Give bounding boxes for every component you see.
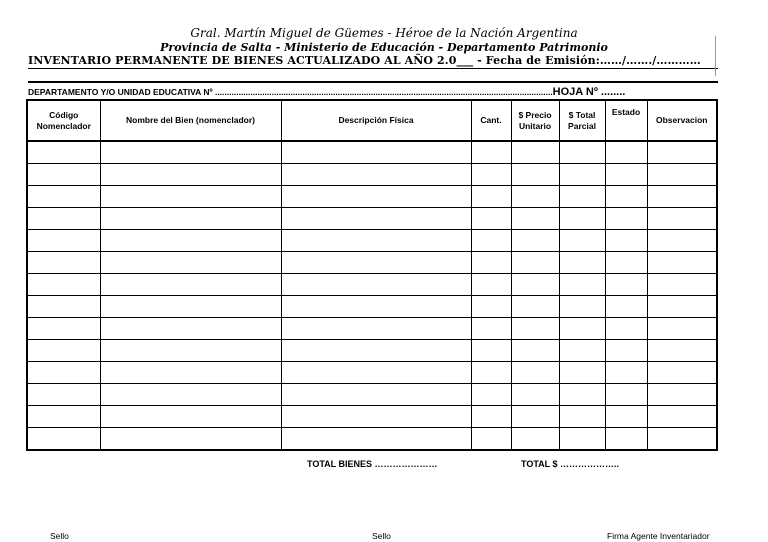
col-header-total-parcial: $ Total Parcial bbox=[559, 100, 605, 141]
table-cell[interactable] bbox=[605, 296, 647, 318]
table-row bbox=[27, 296, 717, 318]
table-cell[interactable] bbox=[281, 141, 471, 164]
table-cell[interactable] bbox=[27, 428, 100, 451]
table-cell[interactable] bbox=[605, 186, 647, 208]
table-cell[interactable] bbox=[471, 230, 511, 252]
table-row bbox=[27, 384, 717, 406]
table-cell[interactable] bbox=[511, 274, 559, 296]
table-cell[interactable] bbox=[559, 164, 605, 186]
col-header-nombre: Nombre del Bien (nomenclador) bbox=[100, 100, 281, 141]
table-cell[interactable] bbox=[471, 186, 511, 208]
table-cell[interactable] bbox=[281, 230, 471, 252]
table-cell[interactable] bbox=[100, 340, 281, 362]
col-header-codigo: Código Nomenclador bbox=[27, 100, 100, 141]
table-cell[interactable] bbox=[281, 208, 471, 230]
table-cell[interactable] bbox=[27, 186, 100, 208]
table-cell[interactable] bbox=[647, 406, 717, 428]
table-cell[interactable] bbox=[559, 318, 605, 340]
table-cell[interactable] bbox=[281, 384, 471, 406]
table-cell[interactable] bbox=[471, 340, 511, 362]
table-row bbox=[27, 340, 717, 362]
table-cell[interactable] bbox=[559, 141, 605, 164]
form-title: INVENTARIO PERMANENTE DE BIENES ACTUALIZADO AL AÑO 2.0___ - Fecha de Emisión:……/……./………… bbox=[28, 54, 701, 67]
inventory-table bbox=[26, 99, 718, 451]
table-cell[interactable] bbox=[647, 362, 717, 384]
header-line-heroe: Gral. Martín Miguel de Güemes - Héroe de la Nación Argentina bbox=[190, 26, 578, 40]
table-cell[interactable] bbox=[605, 208, 647, 230]
table-cell[interactable] bbox=[281, 296, 471, 318]
table-cell[interactable] bbox=[559, 340, 605, 362]
table-cell[interactable] bbox=[511, 186, 559, 208]
table-cell[interactable] bbox=[27, 252, 100, 274]
table-cell[interactable] bbox=[511, 406, 559, 428]
table-cell[interactable] bbox=[27, 384, 100, 406]
table-row bbox=[27, 230, 717, 252]
table-cell[interactable] bbox=[471, 296, 511, 318]
department-label: DEPARTAMENTO Y/O UNIDAD EDUCATIVA Nº ............................................................................................................................................... bbox=[28, 87, 553, 97]
table-cell[interactable] bbox=[281, 406, 471, 428]
table-cell[interactable] bbox=[471, 406, 511, 428]
table-row bbox=[27, 318, 717, 340]
table-cell[interactable] bbox=[100, 164, 281, 186]
table-cell[interactable] bbox=[647, 164, 717, 186]
col-header-descripcion: Descripción Física bbox=[281, 100, 471, 141]
table-cell[interactable] bbox=[281, 318, 471, 340]
table-row bbox=[27, 186, 717, 208]
table-cell[interactable] bbox=[281, 274, 471, 296]
table-cell[interactable] bbox=[471, 252, 511, 274]
table-cell[interactable] bbox=[511, 230, 559, 252]
table-row bbox=[27, 362, 717, 384]
table-cell[interactable] bbox=[100, 274, 281, 296]
table-row bbox=[27, 208, 717, 230]
table-cell[interactable] bbox=[471, 141, 511, 164]
table-cell[interactable] bbox=[605, 340, 647, 362]
edge-mark bbox=[715, 36, 716, 76]
table-cell[interactable] bbox=[511, 252, 559, 274]
table-cell[interactable] bbox=[559, 384, 605, 406]
table-cell[interactable] bbox=[605, 428, 647, 451]
table-cell[interactable] bbox=[471, 362, 511, 384]
table-cell[interactable] bbox=[27, 164, 100, 186]
col-header-estado: Estado bbox=[605, 100, 647, 141]
table-body bbox=[27, 141, 717, 450]
table-cell[interactable] bbox=[100, 362, 281, 384]
col-header-cantidad: Cant. bbox=[471, 100, 511, 141]
table-cell[interactable] bbox=[511, 340, 559, 362]
table-cell[interactable] bbox=[27, 318, 100, 340]
table-cell[interactable] bbox=[27, 230, 100, 252]
table-cell[interactable] bbox=[647, 318, 717, 340]
table-cell[interactable] bbox=[511, 164, 559, 186]
table-cell[interactable] bbox=[27, 406, 100, 428]
table-cell[interactable] bbox=[27, 340, 100, 362]
table-cell[interactable] bbox=[100, 141, 281, 164]
table-cell[interactable] bbox=[605, 252, 647, 274]
table-cell[interactable] bbox=[605, 141, 647, 164]
signature-firma-agente: Firma Agente Inventariador bbox=[607, 531, 710, 541]
table-cell[interactable] bbox=[100, 252, 281, 274]
table-row bbox=[27, 141, 717, 164]
table-cell[interactable] bbox=[471, 384, 511, 406]
total-amount-label: TOTAL $ ……………….. bbox=[521, 459, 620, 469]
header-divider bbox=[28, 81, 718, 83]
table-row bbox=[27, 406, 717, 428]
table-cell[interactable] bbox=[605, 362, 647, 384]
table-cell[interactable] bbox=[605, 406, 647, 428]
table-cell[interactable] bbox=[281, 164, 471, 186]
table-cell[interactable] bbox=[559, 296, 605, 318]
table-cell[interactable] bbox=[559, 428, 605, 451]
table-cell[interactable] bbox=[511, 296, 559, 318]
table-cell[interactable] bbox=[27, 362, 100, 384]
table-cell[interactable] bbox=[511, 362, 559, 384]
table-cell[interactable] bbox=[281, 186, 471, 208]
table-cell[interactable] bbox=[559, 230, 605, 252]
table-cell[interactable] bbox=[100, 318, 281, 340]
department-line bbox=[28, 86, 718, 98]
col-header-precio-unitario: $ Precio Unitario bbox=[511, 100, 559, 141]
table-cell[interactable] bbox=[511, 141, 559, 164]
table-cell[interactable] bbox=[27, 274, 100, 296]
title-underline bbox=[28, 68, 718, 69]
table-cell[interactable] bbox=[281, 252, 471, 274]
table-cell[interactable] bbox=[100, 186, 281, 208]
table-cell[interactable] bbox=[605, 164, 647, 186]
table-row bbox=[27, 252, 717, 274]
table-cell[interactable] bbox=[281, 340, 471, 362]
sheet-number-label: HOJA Nº ........ bbox=[552, 86, 626, 98]
table-cell[interactable] bbox=[647, 296, 717, 318]
table-cell[interactable] bbox=[471, 274, 511, 296]
col-header-observacion: Observacion bbox=[647, 100, 717, 141]
table-cell[interactable] bbox=[605, 230, 647, 252]
table-cell[interactable] bbox=[647, 252, 717, 274]
table-cell[interactable] bbox=[511, 428, 559, 451]
table-cell[interactable] bbox=[100, 208, 281, 230]
table-cell[interactable] bbox=[100, 296, 281, 318]
table-cell[interactable] bbox=[281, 362, 471, 384]
table-cell[interactable] bbox=[647, 274, 717, 296]
table-cell[interactable] bbox=[27, 296, 100, 318]
table-cell[interactable] bbox=[605, 318, 647, 340]
signature-sello-center: Sello bbox=[372, 531, 391, 541]
table-row bbox=[27, 274, 717, 296]
table-cell[interactable] bbox=[27, 141, 100, 164]
table-cell[interactable] bbox=[559, 274, 605, 296]
table-cell[interactable] bbox=[511, 384, 559, 406]
table-cell[interactable] bbox=[100, 428, 281, 451]
table-cell[interactable] bbox=[100, 406, 281, 428]
table-cell[interactable] bbox=[471, 164, 511, 186]
table-cell[interactable] bbox=[471, 318, 511, 340]
table-header-row bbox=[27, 100, 717, 141]
table-cell[interactable] bbox=[559, 252, 605, 274]
table-cell[interactable] bbox=[605, 274, 647, 296]
table-cell[interactable] bbox=[647, 428, 717, 451]
table-cell[interactable] bbox=[100, 384, 281, 406]
table-cell[interactable] bbox=[647, 340, 717, 362]
table-cell[interactable] bbox=[647, 186, 717, 208]
header-line-ministerio: Provincia de Salta - Ministerio de Educación - Departamento Patrimonio bbox=[160, 41, 608, 54]
table-cell[interactable] bbox=[559, 406, 605, 428]
table-cell[interactable] bbox=[100, 230, 281, 252]
table-cell[interactable] bbox=[647, 230, 717, 252]
table-cell[interactable] bbox=[647, 141, 717, 164]
table-cell[interactable] bbox=[27, 208, 100, 230]
table-cell[interactable] bbox=[511, 318, 559, 340]
table-cell[interactable] bbox=[559, 362, 605, 384]
table-cell[interactable] bbox=[471, 428, 511, 451]
table-cell[interactable] bbox=[647, 384, 717, 406]
total-bienes-label: TOTAL BIENES ………………… bbox=[307, 459, 438, 469]
table-cell[interactable] bbox=[559, 208, 605, 230]
signature-sello-left: Sello bbox=[50, 531, 69, 541]
table-cell[interactable] bbox=[281, 428, 471, 451]
table-cell[interactable] bbox=[511, 208, 559, 230]
table-row bbox=[27, 428, 717, 451]
table-cell[interactable] bbox=[471, 208, 511, 230]
table-cell[interactable] bbox=[605, 384, 647, 406]
table-cell[interactable] bbox=[559, 186, 605, 208]
table-row bbox=[27, 164, 717, 186]
table-cell[interactable] bbox=[647, 208, 717, 230]
